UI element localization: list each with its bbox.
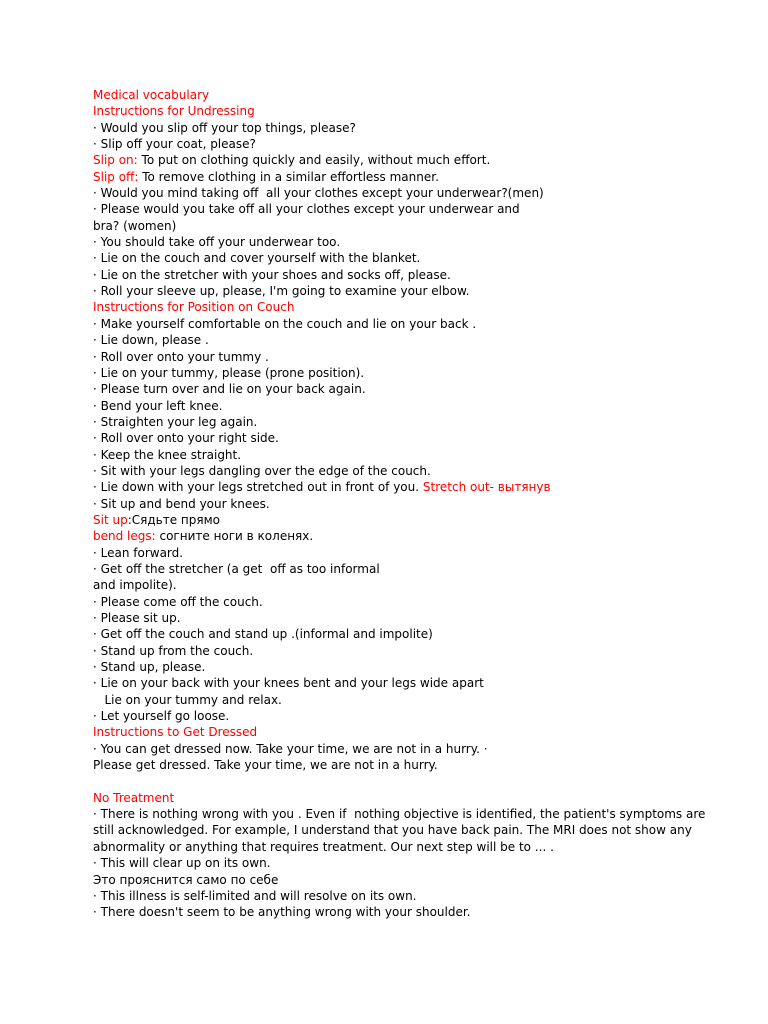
line-text: Please get dressed. Take your time, we are not in a hurry.	[93, 758, 438, 773]
line-text: · Get off the couch and stand up .(informal and impolite)	[93, 627, 433, 642]
line-text: · Please come off the couch.	[93, 594, 263, 609]
line-text: · You should take off your underwear too.	[93, 235, 341, 250]
text-line	[93, 398, 693, 414]
red-term: Medical vocabulary	[93, 88, 210, 102]
line-text: · Roll your sleeve up, please, I'm going to examine your elbow.	[93, 284, 470, 299]
text-line	[93, 414, 693, 430]
text-line	[93, 545, 693, 561]
line-text: · This illness is self-limited and will resolve on its own.	[93, 888, 417, 903]
text-line	[93, 299, 693, 315]
line-text: and impolite).	[93, 578, 177, 593]
blank-line	[93, 773, 693, 789]
text-line	[93, 872, 693, 888]
red-term: bend legs:	[93, 529, 156, 544]
line-text: Это прояснится само по себе	[93, 872, 279, 887]
text-line	[93, 136, 693, 152]
text-line	[93, 904, 693, 920]
line-text: · Lie on the couch and cover yourself with the blanket.	[93, 251, 421, 266]
text-line	[93, 626, 693, 642]
text-line	[93, 757, 693, 773]
line-text: · Would you slip off your top things, please?	[93, 120, 356, 135]
text-line	[93, 152, 693, 168]
text-line	[93, 496, 693, 512]
line-text: · Make yourself comfortable on the couch and lie on your back .	[93, 316, 477, 331]
text-line	[93, 185, 693, 201]
line-text: To put on clothing quickly and easily, without much effort.	[137, 153, 491, 168]
text-line	[93, 577, 693, 593]
text-line	[93, 169, 693, 185]
line-text: · Lie down, please .	[93, 333, 209, 348]
text-line	[93, 87, 693, 103]
red-term: Slip on:	[93, 153, 138, 168]
text-line	[93, 675, 693, 691]
line-text: · Keep the knee straight.	[93, 447, 242, 462]
text-line	[93, 610, 693, 626]
line-text: abnormality or anything that requires treatment. Our next step will be to ... .	[93, 839, 554, 854]
text-line	[93, 659, 693, 675]
text-line	[93, 561, 693, 577]
text-line	[93, 267, 693, 283]
line-text: still acknowledged. For example, I understand that you have back pain. The MRI does not show any	[93, 823, 692, 838]
line-text: · Roll over onto your tummy .	[93, 349, 269, 364]
line-text: согните ноги в коленях.	[155, 529, 314, 544]
line-text: · Sit up and bend your knees.	[93, 496, 270, 511]
line-text: · You can get dressed now. Take your time, we are not in a hurry. ·	[93, 741, 488, 756]
red-term: Instructions for Position on Couch	[93, 300, 295, 315]
line-text: · Lie on your tummy, please (prone position).	[93, 365, 365, 380]
text-line	[93, 463, 693, 479]
line-text: · Sit with your legs dangling over the edge of the couch.	[93, 463, 431, 478]
text-line	[93, 120, 693, 136]
text-line	[93, 479, 693, 495]
text-line	[93, 741, 693, 757]
red-term: No Treatment	[93, 790, 175, 805]
text-line	[93, 594, 693, 610]
line-text: · There is nothing wrong with you . Even if nothing objective is identified, the patient's symptoms are	[93, 807, 706, 822]
line-text: · Would you mind taking off all your clothes except your underwear?(men)	[93, 186, 544, 201]
text-line	[93, 839, 693, 855]
line-text: · Slip off your coat, please?	[93, 137, 256, 152]
line-text: · Stand up, please.	[93, 660, 206, 675]
red-term: Stretch out- вытянув	[422, 480, 551, 495]
line-text: · Lie on the stretcher with your shoes and socks off, please.	[93, 267, 451, 282]
text-line	[93, 447, 693, 463]
text-line	[93, 381, 693, 397]
line-text: bra? (women)	[93, 218, 177, 233]
line-text: Lie on your tummy and relax.	[93, 692, 282, 707]
text-line	[93, 822, 693, 838]
red-term: Sit up	[93, 512, 128, 527]
line-text: · Please sit up.	[93, 611, 181, 625]
text-line	[93, 724, 693, 740]
line-text: · Roll over onto your right side.	[93, 431, 279, 446]
red-term: Slip off:	[93, 169, 139, 184]
line-text: · Stand up from the couch.	[93, 643, 254, 658]
line-text: · Let yourself go loose.	[93, 709, 230, 724]
line-text: · Lie on your back with your knees bent and your legs wide apart	[93, 676, 484, 691]
line-text: · Bend your left knee.	[93, 398, 223, 413]
line-text: · Lie down with your legs stretched out in front of you.	[93, 480, 423, 495]
line-text: · Straighten your leg again.	[93, 414, 258, 429]
text-line	[93, 332, 693, 348]
line-text: · There doesn't seem to be anything wrong with your shoulder.	[93, 905, 471, 920]
text-line	[93, 790, 693, 806]
text-line	[93, 643, 693, 659]
text-line	[93, 250, 693, 266]
text-line	[93, 201, 693, 217]
text-line	[93, 692, 693, 708]
red-term: Instructions to Get Dressed	[93, 725, 258, 740]
line-text: · Lean forward.	[93, 545, 184, 560]
line-text: · Get off the stretcher (a get off as too informal	[93, 561, 380, 576]
text-line	[93, 316, 693, 332]
line-text: · This will clear up on its own.	[93, 856, 271, 871]
text-line	[93, 888, 693, 904]
line-text: To remove clothing in a similar effortless manner.	[138, 169, 439, 184]
text-line	[93, 365, 693, 381]
text-line	[93, 512, 693, 528]
text-line	[93, 234, 693, 250]
text-line	[93, 283, 693, 299]
text-line	[93, 218, 693, 234]
text-line	[93, 349, 693, 365]
line-text: · Please turn over and lie on your back again.	[93, 382, 366, 397]
line-text: :Сядьте прямо	[127, 512, 220, 527]
text-line	[93, 528, 693, 544]
line-text: · Please would you take off all your clothes except your underwear and	[93, 202, 520, 217]
document-page	[93, 87, 706, 921]
text-line	[93, 855, 693, 871]
text-line	[93, 430, 693, 446]
text-line	[93, 708, 693, 724]
red-term: Instructions for Undressing	[93, 104, 255, 119]
text-line	[93, 103, 693, 119]
text-line	[93, 806, 706, 822]
